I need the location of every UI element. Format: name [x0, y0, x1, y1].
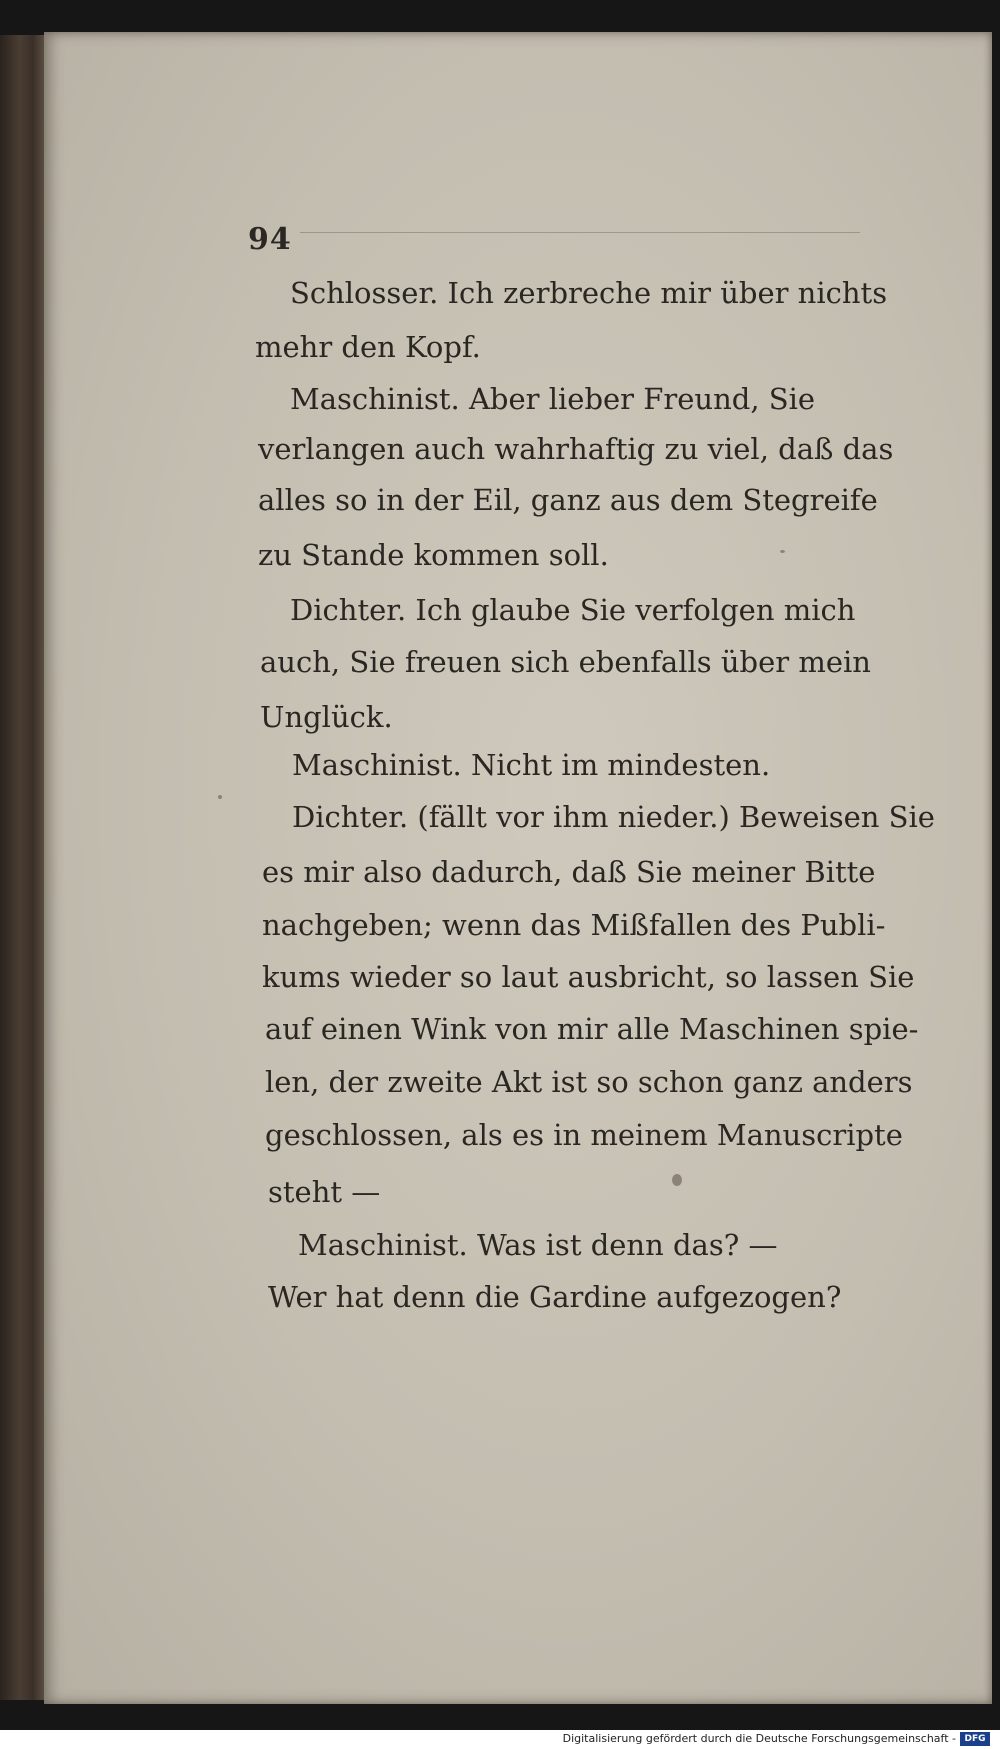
book-spine [0, 35, 44, 1700]
text-line: es mir also dadurch, daß Sie meiner Bitte [262, 855, 876, 889]
text-line: steht — [268, 1175, 381, 1209]
dfg-logo: DFG [960, 1732, 990, 1746]
header-rule [300, 232, 860, 233]
footer-credit: Digitalisierung gefördert durch die Deutsche Forschungsgemeinschaft - [562, 1732, 956, 1745]
paper-speck [780, 550, 785, 553]
page-number: 94 [248, 222, 292, 257]
text-line: geschlossen, als es in meinem Manuscripte [265, 1118, 903, 1152]
text-line: len, der zweite Akt ist so schon ganz anders [265, 1065, 913, 1099]
text-line: Maschinist. Nicht im mindesten. [292, 748, 771, 782]
text-line: auf einen Wink von mir alle Maschinen spie- [265, 1012, 919, 1046]
ink-spot [672, 1174, 682, 1186]
text-line: alles so in der Eil, ganz aus dem Stegreife [258, 483, 878, 517]
text-line: verlangen auch wahrhaftig zu viel, daß das [258, 432, 894, 466]
text-line: Maschinist. Was ist denn das? — [298, 1228, 778, 1262]
text-line: kums wieder so laut ausbricht, so lassen Sie [262, 960, 915, 994]
text-line: Unglück. [260, 700, 393, 734]
text-line: zu Stande kommen soll. [258, 538, 609, 572]
text-line: nachgeben; wenn das Mißfallen des Publi- [262, 908, 886, 942]
text-line: auch, Sie freuen sich ebenfalls über mein [260, 645, 871, 679]
text-line: Schlosser. Ich zerbreche mir über nichts [290, 276, 888, 310]
text-line: Wer hat denn die Gardine aufgezogen? [268, 1280, 842, 1314]
text-line: mehr den Kopf. [255, 330, 481, 364]
text-line: Maschinist. Aber lieber Freund, Sie [290, 382, 816, 416]
paper-speck [218, 795, 222, 799]
text-line: Dichter. (fällt vor ihm nieder.) Beweisen Sie [292, 800, 935, 834]
text-line: Dichter. Ich glaube Sie verfolgen mich [290, 593, 856, 627]
